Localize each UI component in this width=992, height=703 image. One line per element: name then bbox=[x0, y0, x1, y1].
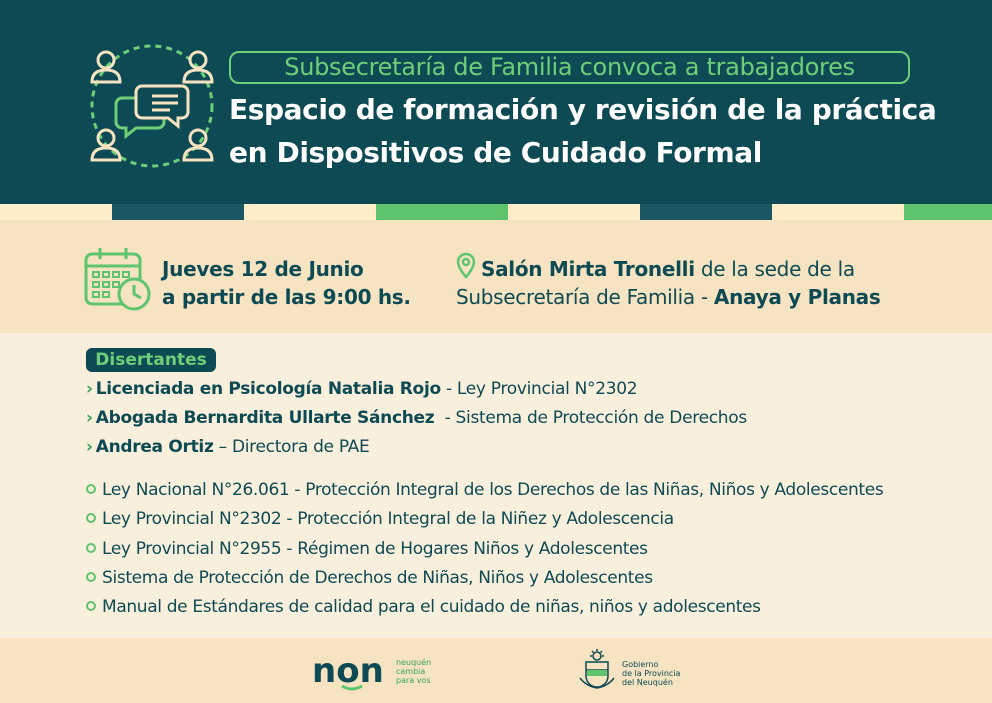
neuquen-logo bbox=[312, 652, 392, 692]
speaker-item bbox=[86, 378, 637, 400]
event-date bbox=[162, 255, 411, 311]
stripe-segment bbox=[0, 204, 112, 220]
government-label bbox=[622, 660, 680, 687]
group-chat-icon bbox=[82, 38, 222, 174]
bullet-icon bbox=[86, 513, 96, 523]
chevron-right-icon: › bbox=[86, 408, 93, 428]
tagline-line: neuquén bbox=[396, 658, 432, 667]
topic-item bbox=[86, 567, 653, 589]
venue-name: Salón Mirta Tronelli bbox=[481, 257, 695, 281]
stripe-segment bbox=[508, 204, 640, 220]
speakers-badge: Disertantes bbox=[86, 348, 216, 372]
topic-item bbox=[86, 479, 883, 501]
speaker-item bbox=[86, 436, 369, 458]
venue-address: Anaya y Planas bbox=[713, 285, 881, 309]
speaker-desc: - Ley Provincial N°2302 bbox=[440, 379, 638, 399]
stripe-segment bbox=[112, 204, 244, 220]
speaker-name: Andrea Ortiz bbox=[95, 437, 214, 457]
topic-text: Ley Provincial N°2955 - Régimen de Hogares Niños y Adolescentes bbox=[102, 539, 648, 559]
topic-item bbox=[86, 538, 648, 560]
bullet-icon bbox=[86, 601, 96, 611]
subtitle-pill: Subsecretaría de Familia convoca a trabajadores bbox=[229, 51, 910, 84]
page-title bbox=[229, 88, 949, 174]
speaker-name: Abogada Bernardita Ullarte Sánchez bbox=[95, 408, 435, 428]
provincial-seal-icon bbox=[578, 648, 616, 690]
chevron-right-icon: › bbox=[86, 437, 93, 457]
bullet-icon bbox=[86, 572, 96, 582]
topic-text: Ley Nacional N°26.061 - Protección Integral de los Derechos de las Niñas, Niños y Adolescentes bbox=[102, 480, 884, 500]
stripe-segment bbox=[376, 204, 508, 220]
topic-text: Ley Provincial N°2302 - Protección Integral de la Niñez y Adolescencia bbox=[102, 509, 674, 529]
stripe-segment bbox=[904, 204, 992, 220]
header-banner bbox=[0, 0, 992, 204]
bullet-icon bbox=[86, 484, 96, 494]
date-line-2: a partir de las 9:00 hs. bbox=[162, 285, 411, 309]
date-line-1: Jueves 12 de Junio bbox=[162, 257, 364, 281]
title-line-2: en Dispositivos de Cuidado Formal bbox=[229, 136, 762, 169]
topic-text: Sistema de Protección de Derechos de Niñas, Niños y Adolescentes bbox=[102, 568, 653, 588]
tagline-line: para vos bbox=[396, 676, 431, 685]
gov-line: Gobierno bbox=[622, 660, 659, 669]
speaker-name: Licenciada en Psicología Natalia Rojo bbox=[95, 379, 441, 399]
bullet-icon bbox=[86, 543, 96, 553]
topic-item bbox=[86, 508, 674, 530]
logo-text: non bbox=[312, 652, 384, 691]
topic-text: Manual de Estándares de calidad para el cuidado de niñas, niños y adolescentes bbox=[102, 597, 761, 617]
stripe-segment bbox=[640, 204, 772, 220]
topic-item bbox=[86, 596, 761, 618]
title-line-1: Espacio de formación y revisión de la práctica bbox=[229, 93, 937, 126]
speaker-desc: – Directora de PAE bbox=[213, 437, 370, 457]
event-venue bbox=[456, 255, 926, 311]
decorative-stripe bbox=[0, 204, 992, 220]
speaker-desc: - Sistema de Protección de Derechos bbox=[434, 408, 747, 428]
stripe-segment bbox=[772, 204, 904, 220]
gov-line: del Neuquén bbox=[622, 678, 673, 687]
footer bbox=[0, 638, 992, 703]
tagline-line: cambia bbox=[396, 667, 426, 676]
calendar-clock-icon bbox=[84, 246, 152, 312]
gov-line: de la Provincia bbox=[622, 669, 681, 678]
stripe-segment bbox=[244, 204, 376, 220]
chevron-right-icon: › bbox=[86, 379, 93, 399]
venue-line-2: Subsecretaría de Familia - bbox=[456, 285, 714, 309]
logo-tagline bbox=[396, 658, 431, 685]
speaker-item bbox=[86, 407, 747, 429]
venue-rest: de la sede de la bbox=[694, 257, 855, 281]
